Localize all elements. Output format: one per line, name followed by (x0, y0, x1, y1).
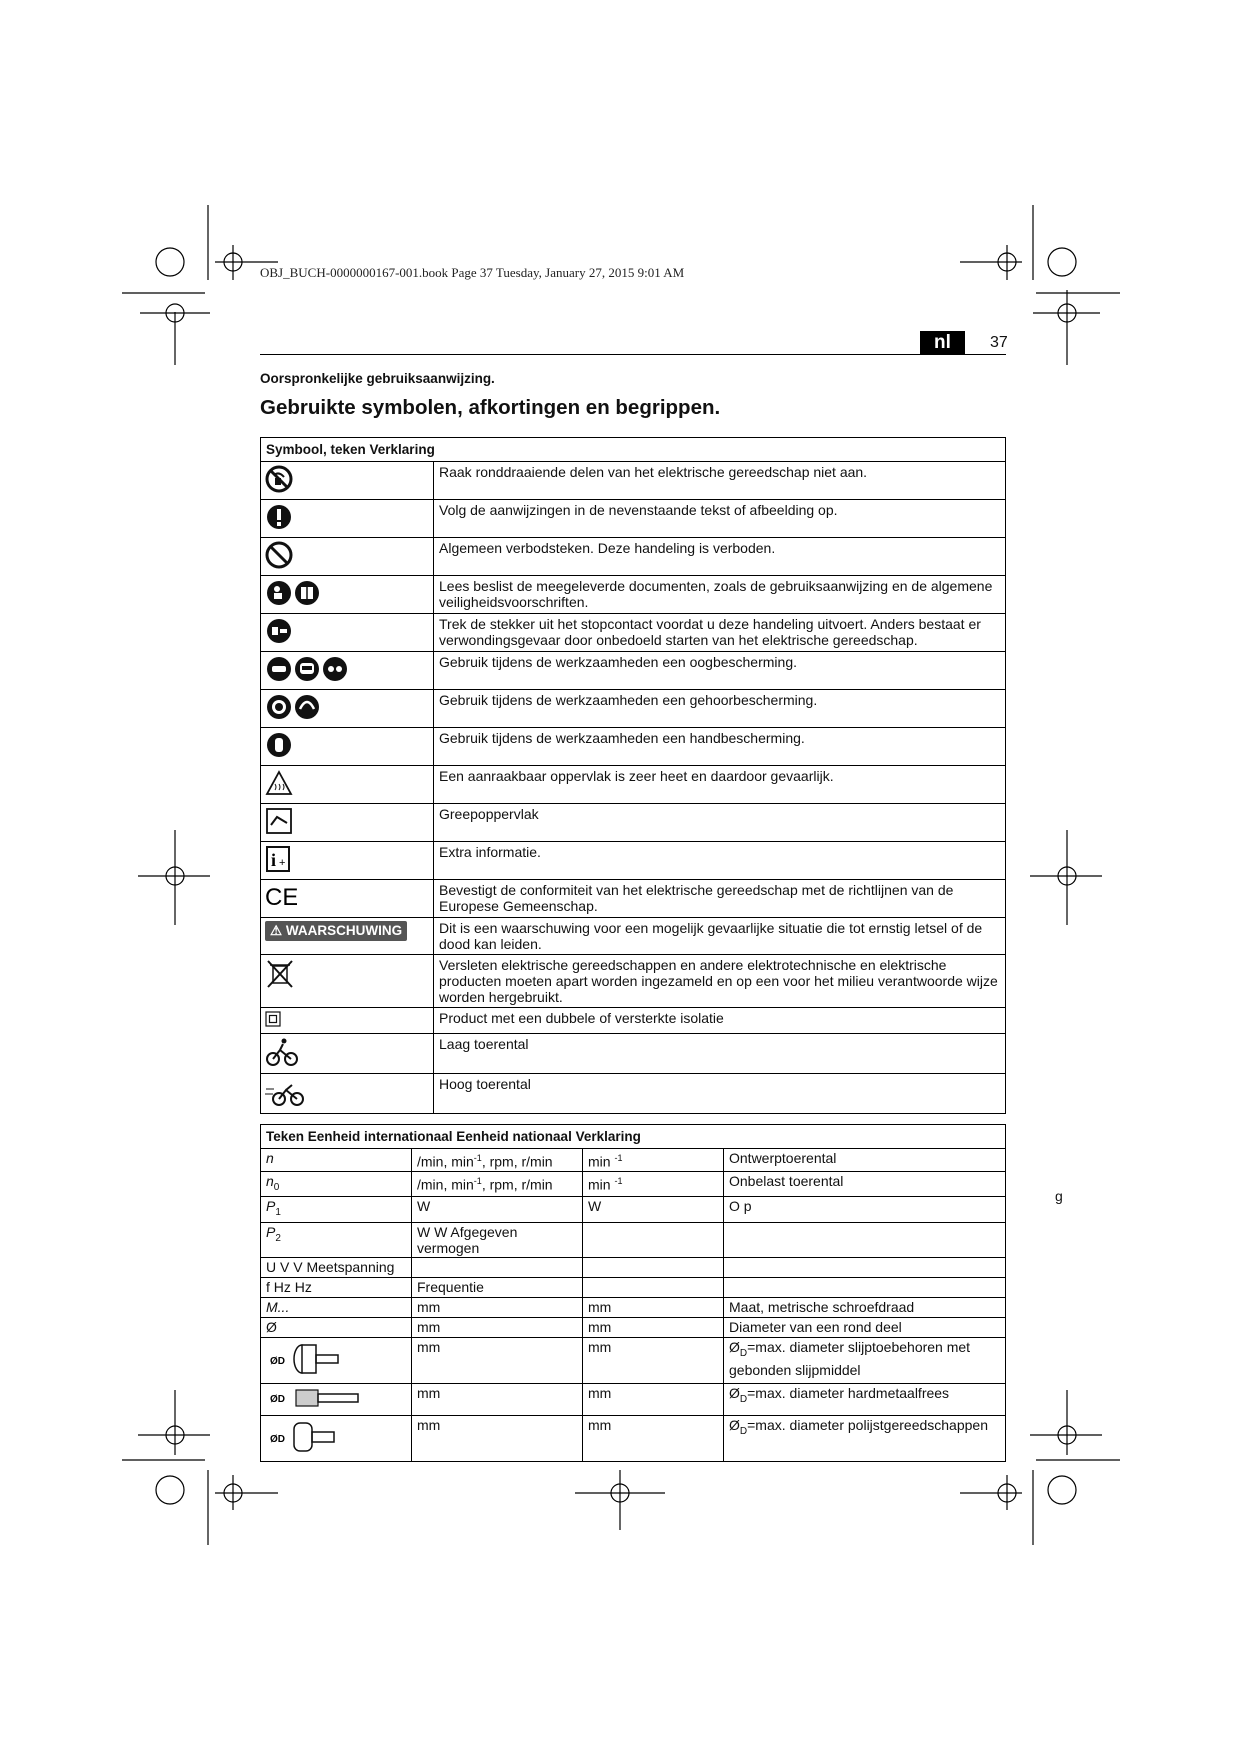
symbol-description: Greepoppervlak (434, 804, 1006, 842)
sign-cell: U V V Meetspanning (261, 1258, 412, 1278)
symbol-description: Gebruik tijdens de werkzaamheden een oogbescherming. (434, 652, 1006, 690)
sign-cell: f Hz Hz (261, 1278, 412, 1298)
symbol-cell (261, 728, 434, 766)
symbols-table-row (261, 766, 1006, 804)
symbols-table-row (261, 576, 1006, 614)
symbol-description: Dit is een waarschuwing voor een mogelijk gevaarlijke situatie die tot ernstig letsel of de dood kan leiden. (434, 918, 1006, 955)
units-table-row (261, 1318, 1006, 1338)
symbol-cell (261, 462, 434, 500)
double-insulation-icon (265, 1011, 281, 1030)
units-table-row (261, 1197, 1006, 1223)
unplug-icon (265, 617, 293, 648)
symbol-description: Algemeen verbodsteken. Deze handeling is verboden. (434, 538, 1006, 576)
symbols-table-row (261, 728, 1006, 766)
intl-unit-cell: /min, $\min^{-1}$, rpm, r/min (412, 1149, 583, 1172)
units-table-row (261, 1384, 1006, 1416)
symbol-description: Raak ronddraaiende delen van het elektrische gereedschap niet aan. (434, 462, 1006, 500)
intl-unit-cell (412, 1258, 583, 1278)
sign-cell (261, 1416, 412, 1462)
explanation-cell (724, 1223, 1006, 1258)
units-table-row (261, 1338, 1006, 1384)
nat-unit-cell: mm (583, 1338, 724, 1384)
explanation-cell (724, 1258, 1006, 1278)
symbols-table-row (261, 1008, 1006, 1034)
no-touch-rotating-icon (265, 465, 293, 496)
symbol-cell (261, 690, 434, 728)
symbol-description: Trek de stekker uit het stopcontact voordat u deze handeling uitvoert. Anders bestaat er verwondingsgevaar door onbedoeld starten van het elektrische gereedschap. (434, 614, 1006, 652)
symbols-table-row (261, 538, 1006, 576)
header-rule (260, 354, 1006, 355)
intl-unit-cell: mm (412, 1298, 583, 1318)
symbol-description: Gebruik tijdens de werkzaamheden een handbescherming. (434, 728, 1006, 766)
carbide-cutter-icon (266, 1385, 366, 1414)
mandatory-icon (265, 503, 293, 534)
symbol-cell (261, 955, 434, 1008)
hot-surface-icon (265, 769, 293, 800)
svg-text:ØD: ØD (270, 1394, 285, 1406)
svg-text:ØD: ØD (270, 1434, 285, 1446)
symbol-cell (261, 766, 434, 804)
units-table-row (261, 1149, 1006, 1172)
symbols-table-row (261, 652, 1006, 690)
svg-text:CE: CE (265, 884, 297, 909)
nat-unit-cell: mm (583, 1416, 724, 1462)
page-title: Gebruikte symbolen, afkortingen en begrippen. (260, 396, 721, 419)
symbol-cell (261, 538, 434, 576)
explanation-cell: O p (724, 1197, 1006, 1223)
units-table-row (261, 1258, 1006, 1278)
language-badge: nl (920, 331, 965, 355)
symbols-table-row (261, 955, 1006, 1008)
symbols-table-row (261, 918, 1006, 955)
symbol-cell (261, 918, 434, 955)
symbols-table-row (261, 462, 1006, 500)
nat-unit-cell: mm (583, 1384, 724, 1416)
nat-unit-cell: min $^{-1}$ (583, 1149, 724, 1172)
symbols-table-row (261, 880, 1006, 918)
explanation-cell: $Ø_D=\max$. diameter polijstgereedschappen (724, 1416, 1006, 1462)
symbol-description: Lees beslist de meegeleverde documenten, zoals de gebruiksaanwijzing en de algemene veiligheidsvoorschriften. (434, 576, 1006, 614)
intl-unit-cell: mm (412, 1384, 583, 1416)
nat-unit-cell: mm (583, 1318, 724, 1338)
sign-cell: M... (261, 1298, 412, 1318)
symbol-cell (261, 576, 434, 614)
sign-cell: n (261, 1149, 412, 1172)
symbol-cell (261, 880, 434, 918)
symbol-cell (261, 842, 434, 880)
symbols-table-row (261, 842, 1006, 880)
polishing-tool-icon (266, 1417, 346, 1460)
explanation-cell: Ontwerptoerental (724, 1149, 1006, 1172)
explanation-cell: Maat, metrische schroefdraad (724, 1298, 1006, 1318)
units-table-row (261, 1298, 1006, 1318)
doc-subtitle: Oorspronkelijke gebruiksaanwijzing. (260, 371, 495, 386)
intl-unit-cell: mm (412, 1318, 583, 1338)
warning-label-text: ⚠ WAARSCHUWING (265, 921, 407, 941)
units-table-header: Teken Eenheid internationaal Eenheid nationaal Verklaring (261, 1125, 1006, 1149)
eye-protection-icon (265, 655, 349, 686)
symbol-description: Laag toerental (434, 1034, 1006, 1074)
symbol-cell (261, 1074, 434, 1114)
units-table-row (261, 1223, 1006, 1258)
symbols-table-row (261, 1074, 1006, 1114)
intl-unit-cell: /min, $\min^{-1}$, rpm, r/min (412, 1171, 583, 1197)
symbols-table-header: Symbool, teken Verklaring (261, 438, 1006, 462)
low-speed-icon (265, 1037, 299, 1070)
explanation-cell: $Ø_D=\max$. diameter slijptoebehoren met gebonden slijpmiddel (724, 1338, 1006, 1384)
symbol-description: Extra informatie. (434, 842, 1006, 880)
symbol-cell (261, 652, 434, 690)
grinding-tool-icon (266, 1339, 346, 1382)
units-table-row (261, 1416, 1006, 1462)
nat-unit-cell (583, 1223, 724, 1258)
nat-unit-cell: W (583, 1197, 724, 1223)
intl-unit-cell: W W Afgegeven vermogen (412, 1223, 583, 1258)
sign-cell: Ø (261, 1318, 412, 1338)
prohibition-icon (265, 541, 293, 572)
nat-unit-cell: min $^{-1}$ (583, 1171, 724, 1197)
explanation-cell: Onbelast toerental (724, 1171, 1006, 1197)
info-icon (265, 845, 291, 876)
svg-text:+: + (279, 857, 286, 869)
units-table-row (261, 1171, 1006, 1197)
symbol-cell (261, 1034, 434, 1074)
intl-unit-cell: mm (412, 1416, 583, 1462)
symbol-description: Bevestigt de conformiteit van het elektrische gereedschap met de richtlijnen van de Europese Gemeenschap. (434, 880, 1006, 918)
symbols-table-row (261, 804, 1006, 842)
stray-character: g (1055, 1188, 1063, 1204)
intl-unit-cell: Frequentie (412, 1278, 583, 1298)
intl-unit-cell: W (412, 1197, 583, 1223)
sign-cell: $P_1$ (261, 1197, 412, 1223)
read-manual-icon (265, 579, 321, 610)
nat-unit-cell (583, 1258, 724, 1278)
symbols-table-row (261, 690, 1006, 728)
symbol-cell (261, 614, 434, 652)
sign-cell: $P_2$ (261, 1223, 412, 1258)
svg-text:ØD: ØD (270, 1356, 285, 1368)
symbols-table-row (261, 1034, 1006, 1074)
units-table-row (261, 1278, 1006, 1298)
symbols-table (260, 437, 1006, 1114)
symbol-description: Volg de aanwijzingen in de nevenstaande tekst of afbeelding op. (434, 500, 1006, 538)
symbol-description: Product met een dubbele of versterkte isolatie (434, 1008, 1006, 1034)
sign-cell (261, 1338, 412, 1384)
hand-protection-icon (265, 731, 293, 762)
symbol-description: Versleten elektrische gereedschappen en andere elektrotechnische en elektrische producten moeten apart worden ingezameld en op een voor het milieu verantwoorde wijze worden hergebruikt. (434, 955, 1006, 1008)
symbol-description: Hoog toerental (434, 1074, 1006, 1114)
sign-cell (261, 1384, 412, 1416)
warning-label (265, 921, 407, 941)
explanation-cell: Diameter van een rond deel (724, 1318, 1006, 1338)
symbols-table-row (261, 614, 1006, 652)
nat-unit-cell: mm (583, 1298, 724, 1318)
intl-unit-cell: mm (412, 1338, 583, 1384)
symbol-description: Gebruik tijdens de werkzaamheden een gehoorbescherming. (434, 690, 1006, 728)
explanation-cell: $Ø_D=\max$. diameter hardmetaalfrees (724, 1384, 1006, 1416)
ce-mark-icon (265, 883, 297, 912)
symbol-cell (261, 804, 434, 842)
svg-text:i: i (271, 850, 277, 870)
nat-unit-cell (583, 1278, 724, 1298)
sign-cell: $n_0$ (261, 1171, 412, 1197)
page-number: 37 (990, 334, 1008, 351)
ear-protection-icon (265, 693, 321, 724)
symbol-description: Een aanraakbaar oppervlak is zeer heet en daardoor gevaarlijk. (434, 766, 1006, 804)
high-speed-icon (265, 1077, 305, 1110)
file-info-line: OBJ_BUCH-0000000167-001.book Page 37 Tuesday, January 27, 2015 9:01 AM (260, 265, 685, 280)
symbol-cell (261, 500, 434, 538)
grip-surface-icon (265, 807, 293, 838)
symbol-cell (261, 1008, 434, 1034)
symbols-table-row (261, 500, 1006, 538)
units-table (260, 1124, 1006, 1462)
weee-bin-icon (265, 958, 295, 993)
explanation-cell (724, 1278, 1006, 1298)
